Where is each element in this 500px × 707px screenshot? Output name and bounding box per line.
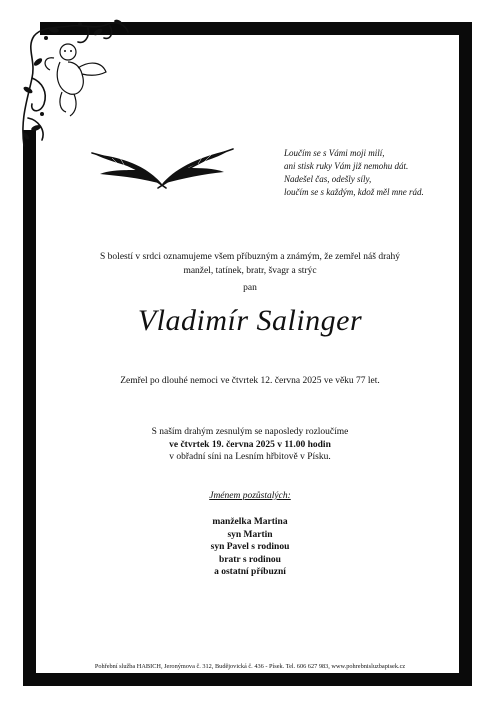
poem-line: Nadešel čas, odešly síly, xyxy=(284,174,372,184)
mourner-item: a ostatní příbuzní xyxy=(214,567,286,577)
crossed-feathers-ornament-icon xyxy=(90,140,235,190)
funeral-service-footer: Pohřební služba HABICH, Jeronýmova č. 312, Budějovická č. 436 - Písek. Tel. 606 627 983, www.pohrebnisluzbapisek.cz xyxy=(94,663,406,670)
mourners-list xyxy=(60,516,440,579)
intro-line: S bolestí v srdci oznamujeme všem příbuzným a známým, že zemřel náš drahý xyxy=(100,252,400,262)
funeral-details xyxy=(60,426,440,464)
border-right xyxy=(459,22,472,686)
announcement-intro xyxy=(60,250,440,278)
border-bottom xyxy=(23,673,472,686)
poem-line: loučím se s každým, kdož měl mne rád. xyxy=(284,187,424,197)
mourner-item: manželka Martina xyxy=(212,517,288,527)
mourners-heading: Jménem pozůstalých: xyxy=(209,491,291,501)
intro-line: manžel, tatínek, bratr, švagr a strýc xyxy=(183,266,317,276)
funeral-date-time: ve čtvrtek 19. června 2025 v 11.00 hodin xyxy=(169,439,331,450)
farewell-poem xyxy=(284,147,464,199)
deceased-name: Vladimír Salinger xyxy=(137,304,363,337)
death-notice: Zemřel po dlouhé nemoci ve čtvrtek 12. června 2025 ve věku 77 let. xyxy=(120,376,380,386)
mourner-item: syn Martin xyxy=(227,529,273,540)
poem-line: ani stisk ruky Vám již nemohu dát. xyxy=(284,161,409,171)
farewell-line: S naším drahým zesnulým se naposledy rozloučíme xyxy=(151,427,349,437)
mourner-item: syn Pavel s rodinou xyxy=(210,542,290,552)
honorific: pan xyxy=(243,283,257,293)
border-left xyxy=(23,130,36,686)
poem-line: Loučím se s Vámi moji milí, xyxy=(284,148,385,158)
cherub-vine-ornament-icon xyxy=(18,18,130,148)
mourner-item: bratr s rodinou xyxy=(219,554,281,565)
funeral-place: v obřadní síni na Lesním hřbitově v Písku. xyxy=(169,452,331,462)
